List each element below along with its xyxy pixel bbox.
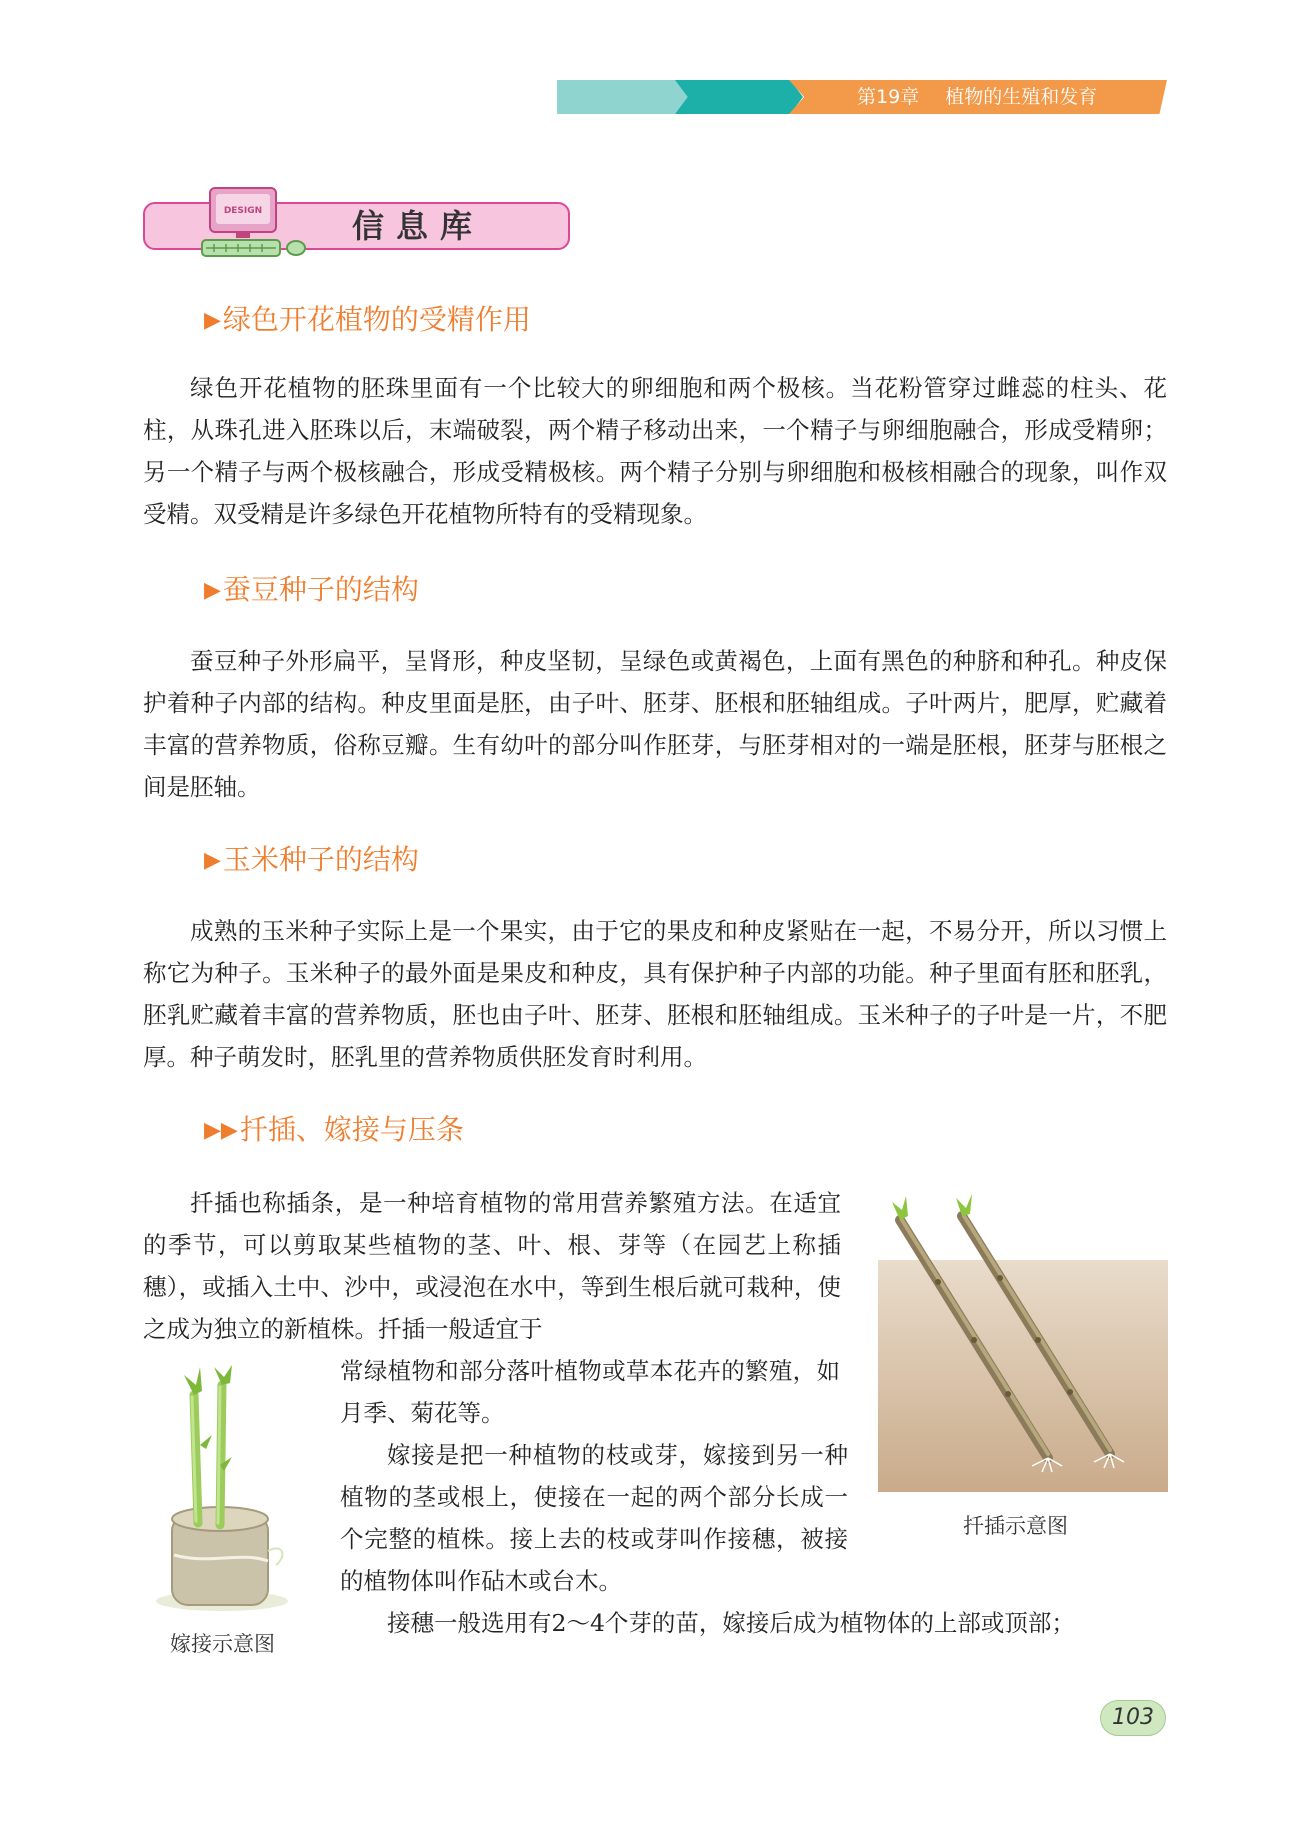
triangle-bullet-icon: ▶ [204,578,221,603]
section-heading-corn: ▶玉米种子的结构 [204,843,419,876]
caption-grafting: 嫁接示意图 [170,1632,275,1656]
grafting-illustration [150,1365,300,1617]
chapter-number: 第19章 [857,86,920,108]
header-segment-light-teal [557,80,689,114]
double-triangle-bullet-icon: ▶▶ [204,1118,238,1143]
paragraph-cutting-a: 扦插也称插条，是一种培育植物的常用营养繁殖方法。在适宜的季节，可以剪取某些植物的茎、叶、根、芽等（在园艺上称插穗），或插入土中、沙中，或浸泡在水中，等到生根后就可栽种，使之成为独立的新植株。扦插一般适宜于 [143,1189,841,1343]
chapter-header [557,80,1167,114]
paragraph-grafting: 嫁接是把一种植物的枝或芽，嫁接到另一种植物的茎或根上，使接在一起的两个部分长成一个完整的植株。接上去的枝或芽叫作接穗，被接的植物体叫作砧木或台木。 [340,1441,848,1595]
caption-cutting: 扦插示意图 [963,1514,1068,1538]
header-segment-teal [675,80,803,114]
paragraph-scion: 接穗一般选用有2～4个芽的苗，嫁接后成为植物体的上部或顶部； [387,1609,1075,1637]
triangle-bullet-icon: ▶ [204,308,221,333]
paragraph-fertilization: 绿色开花植物的胚珠里面有一个比较大的卵细胞和两个极核。当花粉管穿过雌蕊的柱头、花柱，从珠孔进入胚珠以后，末端破裂，两个精子移动出来，一个精子与卵细胞融合，形成受精卵；另一个精子与两个极核融合，形成受精极核。两个精子分别与卵细胞和极核相融合的现象，叫作双受精。双受精是许多绿色开花植物所特有的受精现象。 [143,374,1167,528]
cutting-illustration [878,1190,1168,1492]
chapter-name: 植物的生殖和发育 [945,86,1098,108]
chapter-title [857,80,1097,114]
banner-title: 信息库 [352,207,485,245]
section-heading-broad-bean: ▶蚕豆种子的结构 [204,573,419,606]
paragraph-corn: 成熟的玉米种子实际上是一个果实，由于它的果皮和种皮紧贴在一起，不易分开，所以习惯上称它为种子。玉米种子的最外面是果皮和种皮，具有保护种子内部的功能。种子里面有胚和胚乳，胚乳贮藏着丰富的营养物质，胚也由子叶、胚芽、胚根和胚轴组成。玉米种子的子叶是一片，不肥厚。种子萌发时，胚乳里的营养物质供胚发育时利用。 [143,917,1167,1071]
paragraph-broad-bean: 蚕豆种子外形扁平，呈肾形，种皮坚韧，呈绿色或黄褐色，上面有黑色的种脐和种孔。种皮保护着种子内部的结构。种皮里面是胚，由子叶、胚芽、胚根和胚轴组成。子叶两片，肥厚，贮藏着丰富的营养物质，俗称豆瓣。生有幼叶的部分叫作胚芽，与胚芽相对的一端是胚根，胚芽与胚根之间是胚轴。 [143,647,1167,801]
section-heading-propagation: ▶▶扦插、嫁接与压条 [204,1113,464,1146]
design-label: DESIGN [223,206,263,216]
paragraph-cutting-b: 常绿植物和部分落叶植物或草本花卉的繁殖，如月季、菊花等。 [340,1357,840,1427]
section-heading-fertilization: ▶绿色开花植物的受精作用 [204,303,531,336]
computer-icon [196,186,316,258]
page-number: 103 [1100,1700,1166,1736]
triangle-bullet-icon: ▶ [204,848,221,873]
